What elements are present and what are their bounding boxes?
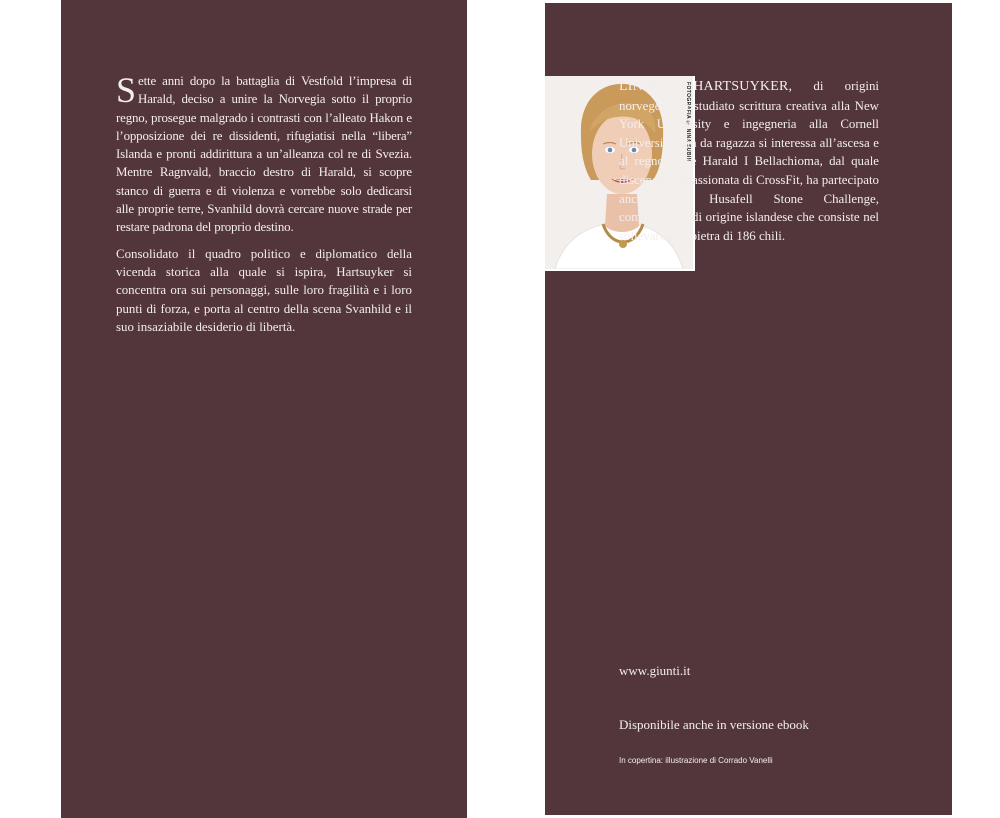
ebook-note: Disponibile anche in versione ebook xyxy=(619,717,809,732)
right-flap xyxy=(545,3,952,815)
left-flap xyxy=(61,0,467,818)
synopsis-paragraph-2: Consolidato il quadro politico e diplomatico della vicenda storica alla quale si ispira, Hartsuyker si concentra ora sui personaggi, sulle loro fragilità e i loro punti di forza, e porta al centro della scena Svanhild e il suo insaziabile desiderio di libertà. xyxy=(116,246,412,334)
author-name: LINNEA HARTSUYKER, xyxy=(619,79,793,94)
synopsis-paragraph-1-text: ette anni dopo la battaglia di Vestfold l’impresa di Harald, deciso a unire la Norvegia sotto il proprio regno, prosegue malgrado i contrasti con l’alleato Hakon e l’opposizione dei re dissidenti, rifugiatisi nella “libera” Islanda e pronti addirittura a un’alleanza col re di Svezia. Mentre Ragnvald, braccio destro di Harald, si scopre stanco di guerra e di violenza e vorrebbe solo dedicarsi alle proprie terre, Svanhild dovrà cercare nuove strade per restare padrona del proprio destino. xyxy=(116,74,412,235)
synopsis-paragraph-1 xyxy=(116,72,412,237)
author-bio-text: di origini norvegesi, ha studiato scrittura creativa alla New York University e ingegneria alla Cornell University. Fin da ragazza si interessa all’ascesa e al regno di re Harald I Bellachioma, dal quale discende. Appassionata di CrossFit, ha partecipato anche alla Husafell Stone Challenge, competizione di origine islandese che consiste nel sollevare una pietra di 186 chili. xyxy=(619,79,879,243)
drop-cap: S xyxy=(116,70,137,110)
author-bio xyxy=(619,77,879,245)
publisher-website: www.giunti.it xyxy=(619,663,691,678)
synopsis-text xyxy=(116,72,412,344)
photo-credit: FOTOGRAFIA © NINA SUBIN xyxy=(685,82,691,162)
cover-credit: In copertina: illustrazione di Corrado Vanelli xyxy=(619,756,773,765)
